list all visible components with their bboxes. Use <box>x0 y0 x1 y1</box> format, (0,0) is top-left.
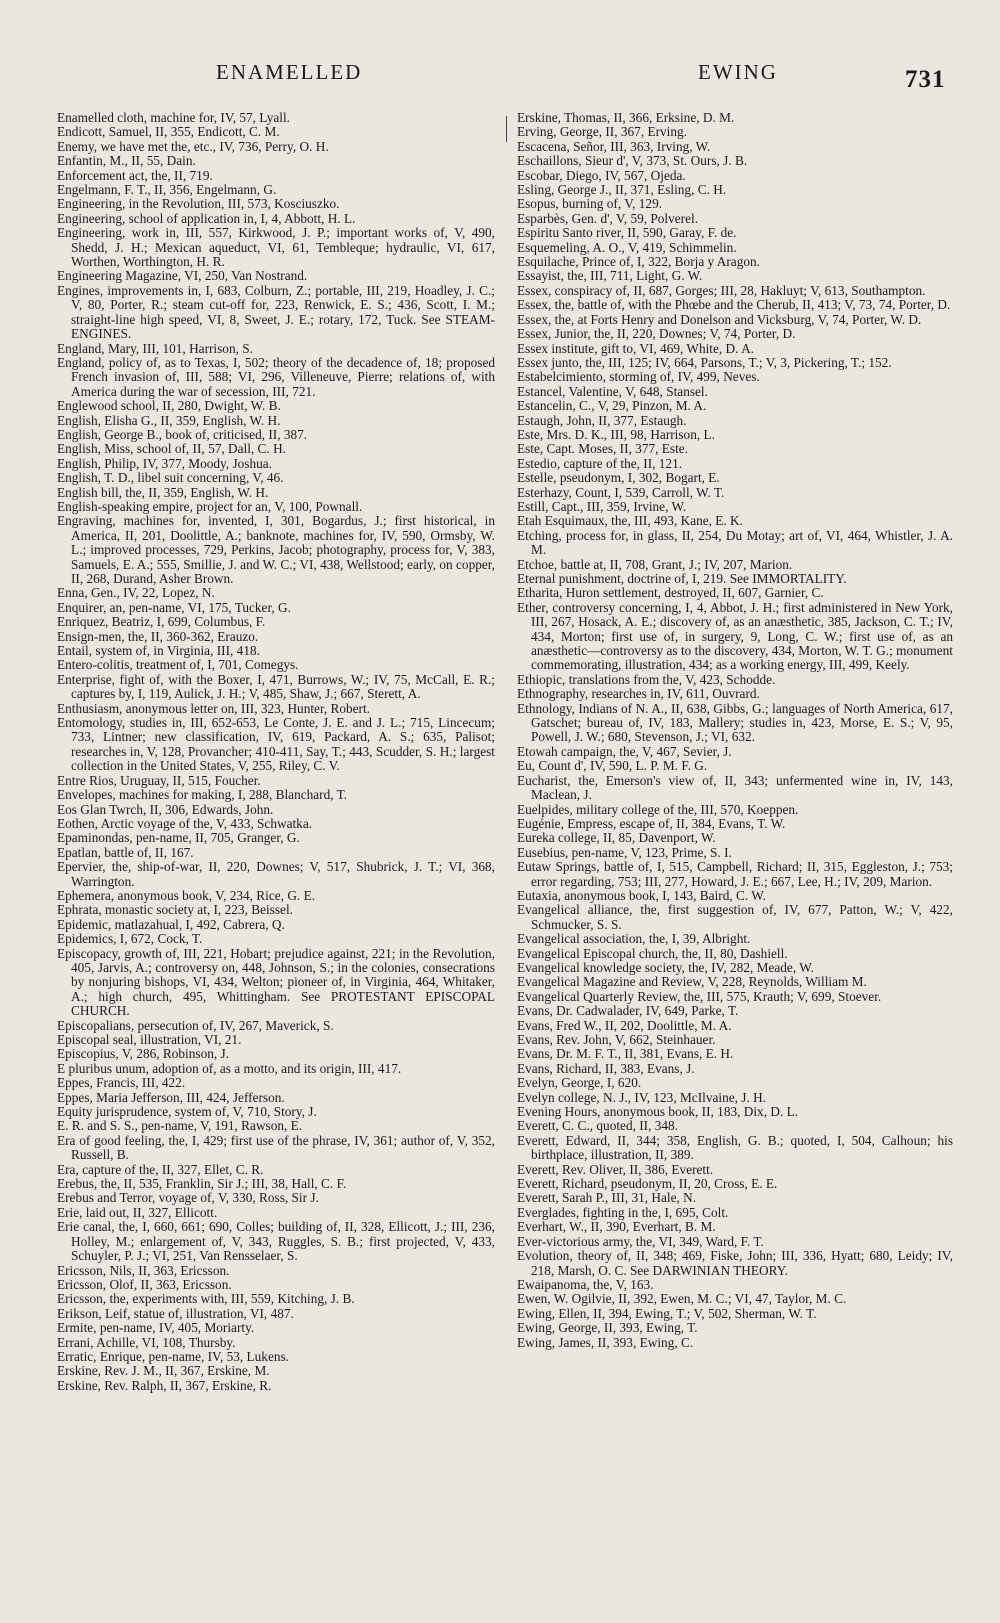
index-entry: Ericsson, Olof, II, 363, Ericsson. <box>57 1276 232 1292</box>
index-entry: Episcopacy, growth of, III, 221, Hobart; prejudice against, 221; in the Revolution, 405, Jarvis, A.; controversy on, 448, Johnson, S.; in the colonies, consecrations by nonjuring bishops, VI, 434, Welton; pioneer of, in Virginia, 464, Whitaker, A.; high church, 495, Whittingham. See PROTESTANT EPISCOPAL CHURCH. <box>57 945 495 1019</box>
index-entry: English, George B., book of, criticised, II, 387. <box>57 426 308 442</box>
index-entry: Englewood school, II, 280, Dwight, W. B. <box>57 398 281 414</box>
index-entry: Endicott, Samuel, II, 355, Endicott, C. M. <box>57 124 280 140</box>
index-entry: Etah Esquimaux, the, III, 493, Kane, E. K. <box>517 513 743 529</box>
index-entry: Everett, Edward, II, 344; 358, English, G. B.; quoted, I, 504, Calhoun; his birthplace, illustration, II, 389. <box>517 1132 953 1163</box>
index-entry: Ever-victorious army, the, VI, 349, Ward, F. T. <box>517 1233 764 1249</box>
index-entry: Epervier, the, ship-of-war, II, 220, Downes; V, 517, Shubrick, J. T.; VI, 368, Warrington. <box>57 859 495 889</box>
index-entry: Evangelical alliance, the, first suggestion of, IV, 677, Patton, W.; V, 422, Schmucker, S. S. <box>517 902 953 932</box>
index-entry: Evangelical Magazine and Review, V, 228, Reynolds, William M. <box>517 974 867 990</box>
index-entry: Evening Hours, anonymous book, II, 183, Dix, D. L. <box>517 1104 799 1120</box>
index-entry: Escobar, Diego, IV, 567, Ojeda. <box>517 167 686 183</box>
index-entry: Eppes, Maria Jefferson, III, 424, Jefferson. <box>57 1089 285 1105</box>
index-entry: English, Philip, IV, 377, Moody, Joshua. <box>57 455 272 471</box>
index-entry: Evangelical Quarterly Review, the, III, 575, Krauth; V, 699, Stoever. <box>517 988 882 1004</box>
index-entry: Ether, controversy concerning, I, 4, Abbot, J. H.; first administered in New York, III, 267, Hosack, A. E.; discovery of, as an anæsthetic, 385, Jackson, C. T.; IV, 434, Morton; first use of, in surgery, 9, Long, C. W.; first use of, as an anæsthetic—controversy as to the discovery, 434, Morton, W. T. G.; monument commemorating, illustration, 434; as a working energy, III, 499, Keely. <box>517 599 953 673</box>
index-entry: Eternal punishment, doctrine of, I, 219. See IMMORTALITY. <box>517 571 847 586</box>
index-entry: Eureka college, II, 85, Davenport, W. <box>517 830 716 846</box>
index-entry: Evangelical association, the, I, 39, Albright. <box>517 931 751 947</box>
index-entry: E pluribus unum, adoption of, as a motto, and its origin, III, 417. <box>57 1060 402 1076</box>
index-entry: Evans, Richard, II, 383, Evans, J. <box>517 1060 695 1076</box>
index-entry: Ewing, James, II, 393, Ewing, C. <box>517 1334 694 1350</box>
index-entry: Everhart, W., II, 390, Everhart, B. M. <box>517 1219 716 1235</box>
index-entry: Ethiopic, translations from the, V, 423, Schodde. <box>517 671 776 687</box>
index-entry: Ephrata, monastic society at, I, 223, Beissel. <box>57 902 293 918</box>
index-entry: Eu, Count d', IV, 590, L. P. M. F. G. <box>517 758 708 774</box>
index-entry: Ewen, W. Ogilvie, II, 392, Ewen, M. C.; VI, 47, Taylor, M. C. <box>517 1291 847 1307</box>
index-entry: Essayist, the, III, 711, Light, G. W. <box>517 268 703 284</box>
index-entry: Este, Mrs. D. K., III, 98, Harrison, L. <box>517 426 715 442</box>
index-entry: Era of good feeling, the, I, 429; first use of the phrase, IV, 361; author of, V, 352, Russell, B. <box>57 1132 495 1163</box>
index-entry: Essex institute, gift to, VI, 469, White, D. A. <box>517 340 754 356</box>
index-entry: Engelmann, F. T., II, 356, Engelmann, G. <box>57 182 277 198</box>
index-entry: Ewing, George, II, 393, Ewing, T. <box>517 1320 698 1336</box>
index-entry: Everett, C. C., quoted, II, 348. <box>517 1118 679 1134</box>
index-entry: Estancelin, C., V, 29, Pinzon, M. A. <box>517 398 707 414</box>
index-entry: Estill, Capt., III, 359, Irvine, W. <box>517 498 687 514</box>
index-entry: Enquirer, an, pen-name, VI, 175, Tucker, G. <box>57 599 291 615</box>
index-entry: Erie canal, the, I, 660, 661; 690, Colles; building of, II, 328, Ellicott, J.; III, 236, Holley, M.; enlargement of, V, 343, Ruggles, S. B.; first projected, V, 433, Schuyler, P. J.; VI, 251, Van Rensselaer, S. <box>57 1219 495 1264</box>
index-entry: Esling, George J., II, 371, Esling, C. H. <box>517 182 727 198</box>
index-entry: Epaminondas, pen-name, II, 705, Granger, G. <box>57 830 300 846</box>
index-entry: Enforcement act, the, II, 719. <box>57 167 213 183</box>
index-entry: Evelyn college, N. J., IV, 123, McIlvaine, J. H. <box>517 1089 767 1105</box>
index-entry: Essex junto, the, III, 125; IV, 664, Parsons, T.; V, 3, Pickering, T.; 152. <box>517 354 892 370</box>
index-entry: E. R. and S. S., pen-name, V, 191, Rawson, E. <box>57 1118 303 1134</box>
index-entry: Erratic, Enrique, pen-name, IV, 53, Lukens. <box>57 1348 290 1364</box>
index-entry: Essex, the, at Forts Henry and Donelson and Vicksburg, V, 74, Porter, W. D. <box>517 311 922 327</box>
index-entry: Evans, Rev. John, V, 662, Steinhauer. <box>517 1032 716 1047</box>
index-entry: Ephemera, anonymous book, V, 234, Rice, G. E. <box>57 887 316 903</box>
index-entry: Espiritu Santo river, II, 590, Garay, F. de. <box>517 225 737 241</box>
index-entry: Evans, Fred W., II, 202, Doolittle, M. A. <box>517 1017 732 1033</box>
index-entry: Engines, improvements in, I, 683, Colburn, Z.; portable, III, 219, Hoadley, J. C.; V, 80, Porter, R.; steam cut-off for, 223, Renwick, E. S.; 436, Scott, I. M.; straight-line high speed, VI, 8, Sweet, J. E.; rotary, 172, Tuck. See STEAM-ENGINES. <box>57 282 495 342</box>
index-entry: Erving, George, II, 367, Erving. <box>517 124 687 140</box>
index-entry: Eothen, Arctic voyage of the, V, 433, Schwatka. <box>57 815 313 831</box>
index-entry: Erebus and Terror, voyage of, V, 330, Ross, Sir J. <box>57 1190 319 1206</box>
index-entry: Evangelical Episcopal church, the, II, 80, Dashiell. <box>517 945 788 961</box>
index-entry: English bill, the, II, 359, English, W. H. <box>57 484 269 500</box>
index-entry: Erskine, Thomas, II, 366, Erksine, D. M. <box>517 110 735 125</box>
index-entry: Episcopius, V, 286, Robinson, J. <box>57 1046 230 1062</box>
index-entry: Era, capture of the, II, 327, Ellet, C. R. <box>57 1161 264 1177</box>
index-entry: Engineering, work in, III, 557, Kirkwood, J. P.; important works of, V, 490, Shedd, J. H.; Mexican aqueduct, VI, 61, Tembleque; hydraulic, VI, 617, Worthen, Worthington, H. R. <box>57 225 495 270</box>
index-entry: Epidemics, I, 672, Cock, T. <box>57 931 203 947</box>
index-entry: English-speaking empire, project for an, V, 100, Pownall. <box>57 498 363 514</box>
index-entry: English, Miss, school of, II, 57, Dall, C. H. <box>57 441 286 457</box>
index-entry: Escacena, Señor, III, 363, Irving, W. <box>517 138 711 154</box>
index-entry: Ericsson, the, experiments with, III, 559, Kitching, J. B. <box>57 1291 355 1307</box>
index-entry: Epidemic, matlazahual, I, 492, Cabrera, Q. <box>57 916 285 932</box>
index-entry: Episcopal seal, illustration, VI, 21. <box>57 1032 242 1047</box>
running-head-last-entry: EWING <box>698 60 778 84</box>
index-entry: Esterhazy, Count, I, 539, Carroll, W. T. <box>517 484 725 500</box>
index-entry: Eusebius, pen-name, V, 123, Prime, S. I. <box>517 844 732 860</box>
index-entry: Estabelcimiento, storming of, IV, 499, Neves. <box>517 369 760 385</box>
index-entry: Evans, Dr. Cadwalader, IV, 649, Parke, T. <box>517 1003 739 1019</box>
index-entry: Engraving, machines for, invented, I, 301, Bogardus, J.; first historical, in America, II, 201, Doolittle, A.; banknote, machines for, IV, 590, Ormsby, W. L.; improved processes, 729, Perkins, Jacob; photography, process for, V, 383, Samuels, E. A.; 555, Smillie, J. and W. C.; VI, 438, Wellstood; early, on copper, II, 268, Durand, Asher Brown. <box>57 513 495 586</box>
index-entry: Erskine, Rev. J. M., II, 367, Erskine, M. <box>57 1363 270 1379</box>
index-entry: Essex, Junior, the, II, 220, Downes; V, 74, Porter, D. <box>517 326 796 342</box>
index-entry: Ewing, Ellen, II, 394, Ewing, T.; V, 502, Sherman, W. T. <box>517 1305 817 1321</box>
index-entry: Eucharist, the, Emerson's view of, II, 343; unfermented wine in, IV, 143, Maclean, J. <box>517 772 953 803</box>
index-entry: Enna, Gen., IV, 22, Lopez, N. <box>57 585 215 601</box>
index-entry: Eppes, Francis, III, 422. <box>57 1075 186 1091</box>
index-entry: Evans, Dr. M. F. T., II, 381, Evans, E. H. <box>517 1046 734 1062</box>
index-entry: Erie, laid out, II, 327, Ellicott. <box>57 1204 218 1220</box>
index-entry: Enamelled cloth, machine for, IV, 57, Lyall. <box>57 110 290 125</box>
index-entry: Essex, conspiracy of, II, 687, Gorges; III, 28, Hakluyt; V, 613, Southampton. <box>517 282 926 298</box>
index-entry: Envelopes, machines for making, I, 288, Blanchard, T. <box>57 787 348 803</box>
index-entry: Engineering, school of application in, I, 4, Abbott, H. L. <box>57 210 356 226</box>
index-entry: Estancel, Valentine, V, 648, Stansel. <box>517 383 708 399</box>
index-entry: Esquemeling, A. O., V, 419, Schimmelin. <box>517 239 737 255</box>
index-entry: Ethnology, Indians of N. A., II, 638, Gibbs, G.; languages of North America, 617, Gatschet; bureau of, IV, 183, Mallery; studies in, 423, Morse, E. S.; V, 95, Powell, J. W.; 680, Stevenson, J.; VI, 632. <box>517 700 953 745</box>
index-entry: Etowah campaign, the, V, 467, Sevier, J. <box>517 743 732 759</box>
index-entry: Entero-colitis, treatment of, I, 701, Comegys. <box>57 657 299 673</box>
index-entry: Esparbès, Gen. d', V, 59, Polverel. <box>517 210 699 226</box>
index-entry: Ewaipanoma, the, V, 163. <box>517 1276 654 1292</box>
index-entry: Everett, Richard, pseudonym, II, 20, Cross, E. E. <box>517 1176 778 1192</box>
index-column-right <box>517 111 953 1350</box>
index-entry: Eutaxia, anonymous book, I, 143, Baird, C. W. <box>517 887 766 903</box>
index-entry: Estedio, capture of the, II, 121. <box>517 455 683 471</box>
index-entry: Esopus, burning of, V, 129. <box>517 196 663 212</box>
index-entry: Eos Glan Twrch, II, 306, Edwards, John. <box>57 801 274 817</box>
index-entry: Errani, Achille, VI, 108, Thursby. <box>57 1334 236 1350</box>
page-number: 731 <box>905 66 946 93</box>
index-entry: Erskine, Rev. Ralph, II, 367, Erskine, R. <box>57 1377 272 1393</box>
index-entry: Eschaillons, Sieur d', V, 373, St. Ours, J. B. <box>517 153 748 169</box>
index-entry: Equity jurisprudence, system of, V, 710, Story, J. <box>57 1104 317 1120</box>
index-entry: Enthusiasm, anonymous letter on, III, 323, Hunter, Robert. <box>57 700 370 716</box>
index-entry: Enemy, we have met the, etc., IV, 736, Perry, O. H. <box>57 138 329 154</box>
index-entry: Ethnography, researches in, IV, 611, Ouvrard. <box>517 686 760 702</box>
index-entry: Estaugh, John, II, 377, Estaugh. <box>517 412 687 428</box>
index-entry: Enriquez, Beatriz, I, 699, Columbus, F. <box>57 614 266 630</box>
index-entry: Euelpides, military college of the, III, 570, Koeppen. <box>517 801 799 817</box>
index-entry: Epatlan, battle of, II, 167. <box>57 844 194 860</box>
index-entry: Entomology, studies in, III, 652-653, Le Conte, J. E. and J. L.; 715, Lincecum; 733, Lintner; new classification, IV, 619, Packard, A. S.; 635, Palisot; researches in, V, 128, Provancher; 410-411, Say, T.; 443, Scudder, S. H.; largest collection in the United States, V, 255, Riley, C. V. <box>57 715 495 774</box>
column-divider <box>506 116 507 142</box>
index-entry: Ericsson, Nils, II, 363, Ericsson. <box>57 1262 230 1278</box>
index-entry: Everglades, fighting in the, I, 695, Colt. <box>517 1204 729 1220</box>
index-entry: Ensign-men, the, II, 360-362, Erauzo. <box>57 628 259 644</box>
index-entry: English, T. D., libel suit concerning, V, 46. <box>57 470 284 486</box>
index-entry: England, policy of, as to Texas, I, 502; theory of the decadence of, 18; proposed French invasion of, III, 588; VI, 296, Villeneuve, Pierre; relations of, with America during the war of secession, III, 721. <box>57 354 495 399</box>
index-entry: Eutaw Springs, battle of, I, 515, Campbell, Richard; II, 315, Eggleston, J.; 753; error regarding, 753; III, 277, Howard, J. E.; 667, Lee, H.; IV, 209, Marion. <box>517 859 953 889</box>
index-entry: Erebus, the, II, 535, Franklin, Sir J.; III, 38, Hall, C. F. <box>57 1176 347 1192</box>
index-entry: Essex, the, battle of, with the Phœbe and the Cherub, II, 413; V, 73, 74, Porter, D. <box>517 297 951 313</box>
index-entry: Engineering, in the Revolution, III, 573, Kosciuszko. <box>57 196 340 212</box>
index-entry: Ermite, pen-name, IV, 405, Moriarty. <box>57 1320 255 1336</box>
index-entry: Estelle, pseudonym, I, 302, Bogart, E. <box>517 470 720 486</box>
index-entry: Etching, process for, in glass, II, 254, Du Motay; art of, VI, 464, Whistler, J. A. M. <box>517 527 953 558</box>
index-entry: Eugénie, Empress, escape of, II, 384, Evans, T. W. <box>517 815 786 831</box>
index-entry: Erikson, Leif, statue of, illustration, VI, 487. <box>57 1305 294 1321</box>
index-entry: Esquilache, Prince of, I, 322, Borja y Aragon. <box>517 254 760 270</box>
index-entry: Enfantin, M., II, 55, Dain. <box>57 153 196 169</box>
index-entry: Este, Capt. Moses, II, 377, Este. <box>517 441 688 457</box>
index-entry: Episcopalians, persecution of, IV, 267, Maverick, S. <box>57 1017 334 1033</box>
index-entry: Engineering Magazine, VI, 250, Van Nostrand. <box>57 268 308 284</box>
index-entry: Entail, system of, in Virginia, III, 418. <box>57 643 260 659</box>
index-entry: Etchoe, battle at, II, 708, Grant, J.; IV, 207, Marion. <box>517 556 793 572</box>
index-entry: Etharita, Huron settlement, destroyed, II, 607, Garnier, C. <box>517 585 824 601</box>
index-entry: Entre Rios, Uruguay, II, 515, Foucher. <box>57 772 261 788</box>
index-entry: England, Mary, III, 101, Harrison, S. <box>57 340 253 356</box>
index-entry: Evolution, theory of, II, 348; 469, Fiske, John; III, 336, Hyatt; 680, Leidy; IV, 218, Marsh, O. C. See DARWINIAN THEORY. <box>517 1248 953 1278</box>
index-entry: Everett, Sarah P., III, 31, Hale, N. <box>517 1190 697 1206</box>
running-head-first-entry: ENAMELLED <box>216 60 363 84</box>
index-entry: Enterprise, fight of, with the Boxer, I, 471, Burrows, W.; IV, 75, McCall, E. R.; captures by, I, 119, Aulick, J. H.; V, 485, Shaw, J.; 667, Sterett, A. <box>57 671 495 702</box>
index-entry: English, Elisha G., II, 359, English, W. H. <box>57 412 281 428</box>
index-entry: Evelyn, George, I, 620. <box>517 1075 642 1091</box>
index-column-left <box>57 111 495 1393</box>
index-entry: Everett, Rev. Oliver, II, 386, Everett. <box>517 1161 714 1177</box>
index-entry: Evangelical knowledge society, the, IV, 282, Meade, W. <box>517 959 814 975</box>
